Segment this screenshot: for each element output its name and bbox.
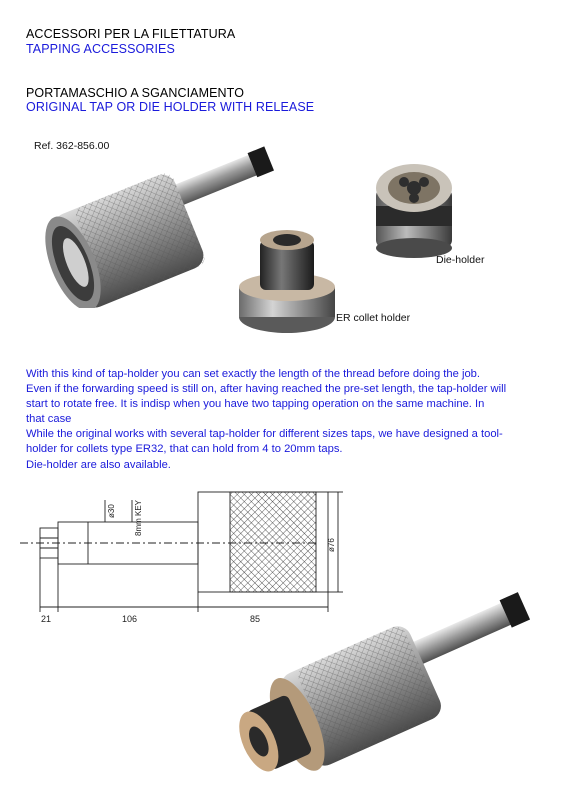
- die-holder-caption: Die-holder: [436, 254, 485, 266]
- assembled-tool-photo: [232, 590, 542, 775]
- description-line: Die-holder are also available.: [26, 458, 171, 471]
- description-line: Even if the forwarding speed is still on, after having reached the pre-set length, the tap-holder will: [26, 383, 507, 396]
- er-collet-holder-caption: ER collet holder: [336, 312, 411, 324]
- description-line: start to rotate free. It is indisp when you have two tapping operation on the same machine. In: [26, 398, 485, 411]
- er-collet-holder-photo: [232, 222, 342, 337]
- description-line: With this kind of tap-holder you can set exactly the length of the thread before doing the job.: [26, 368, 480, 380]
- header-title-italian: ACCESSORI PER LA FILETTATURA: [26, 27, 236, 41]
- section-title-italian: PORTAMASCHIO A SGANCIAMENTO: [26, 86, 245, 100]
- description-line: While the original works with several tap-holder for different sizes taps, we have designed a tool-: [26, 428, 503, 441]
- dim-21: 21: [41, 614, 52, 624]
- dim-85: 85: [250, 614, 261, 624]
- section-title-english: ORIGINAL TAP OR DIE HOLDER WITH RELEASE: [26, 100, 315, 114]
- header-title-english: TAPPING ACCESSORIES: [26, 42, 175, 56]
- dim-dia-30: ø30: [107, 504, 116, 518]
- description-line: holder for collets type ER32, that can hold from 4 to 20mm taps.: [26, 443, 343, 456]
- dim-dia-76: ø76: [327, 538, 336, 552]
- die-holder-photo: [368, 158, 468, 260]
- dim-106: 106: [122, 614, 138, 624]
- description-paragraph: [26, 367, 546, 473]
- dim-key: 8mm KEY: [134, 499, 143, 536]
- description-line: that case: [26, 413, 72, 426]
- product-reference: Ref. 362-856.00: [34, 140, 110, 152]
